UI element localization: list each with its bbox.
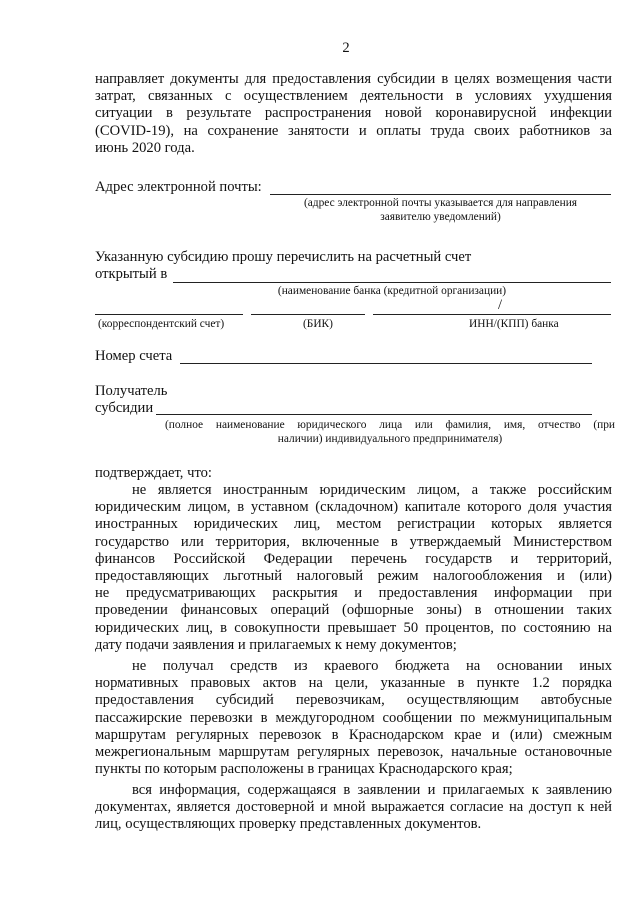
- para2-line: не получал средств из краевого бюджета на основании иных: [132, 658, 612, 674]
- confirm-lead: подтверждает, что:: [95, 465, 212, 481]
- account-request-line: Указанную субсидию прошу перечислить на расчетный счет: [95, 249, 472, 265]
- para2-line: маршрутам регулярных перевозок в Краснодарском крае и (или) смежным: [95, 726, 612, 743]
- email-label: Адрес электронной почты:: [95, 179, 262, 195]
- bik-label: (БИК): [303, 318, 333, 330]
- para3-line: документах, является достоверной и мной выражается согласие на доступ к ней: [95, 799, 612, 816]
- account-number-field-line[interactable]: [180, 363, 592, 364]
- recipient-label: [95, 383, 167, 417]
- corr-account-field-line[interactable]: [95, 314, 243, 315]
- opened-in-label: открытый в: [95, 266, 168, 282]
- para3-line: лиц, осуществляющих проверку представленных документов.: [95, 816, 482, 833]
- corr-account-label: (корреспондентский счет): [98, 318, 225, 330]
- recipient-label-line: Получатель: [95, 383, 168, 399]
- bank-hint: (наименование банка (кредитной организации): [277, 285, 507, 297]
- para1-line: не предусматривающих раскрытия и предоставления информации при: [95, 585, 612, 602]
- para2-line: предоставления субсидий перевозчикам, осуществляющим автобусные: [95, 692, 612, 709]
- page-number: 2: [342, 40, 350, 56]
- email-field-line[interactable]: [270, 194, 611, 195]
- para2-line: межрегиональным маршрутам регулярных перевозок, начальные остановочные: [95, 744, 612, 761]
- account-number-label: Номер счета: [95, 348, 173, 364]
- recipient-hint-line: наличии) индивидуального предпринимателя): [277, 433, 503, 445]
- intro-line: (COVID-19), на сохранение занятости и оплаты труда своих работников за: [95, 122, 612, 139]
- para2-line: пункты по которым расположены в границах Краснодарского края;: [95, 761, 513, 778]
- para2-line: нормативных правовых актов на цели, указанные в пункте 1.2 порядка: [95, 675, 612, 692]
- confirm-para-2: [95, 658, 612, 778]
- intro-paragraph: [95, 71, 612, 157]
- confirm-para-3: [95, 782, 612, 834]
- para1-line: предоставляющих льготный налоговый режим налогообложения и (или): [95, 568, 612, 585]
- para1-line: юридическим лицом, в уставном (складочном) капитале которого доля участия: [95, 499, 612, 516]
- recipient-hint-line: (полное наименование юридического лица или фамилия, имя, отчество (при: [165, 419, 615, 431]
- para2-line: пассажирские перевозки в междугородном сообщении по межмуниципальным: [95, 709, 612, 726]
- email-hint-line: заявителю уведомлений): [380, 211, 501, 223]
- para1-line: дату подачи заявления и прилагаемых к нему документов;: [95, 636, 457, 653]
- recipient-hint: [165, 418, 615, 446]
- intro-line: ситуации в результате распространения новой коронавирусной инфекции: [95, 105, 612, 122]
- intro-line: направляет документы для предоставления субсидии в целях возмещения части: [95, 71, 612, 87]
- bik-field-line[interactable]: [251, 314, 365, 315]
- recipient-label-line: субсидии: [95, 400, 154, 417]
- inn-kpp-label: ИНН/(КПП) банка: [469, 318, 559, 330]
- para1-line: юридических лиц, в совокупности превышает 50 процентов, по состоянию на: [95, 619, 612, 636]
- para1-line: проведении финансовых операций (офшорные зоны) в отношении таких: [95, 602, 612, 619]
- para1-line: не является иностранным юридическим лицом, а также российским: [132, 482, 612, 498]
- recipient-field-line[interactable]: [156, 414, 592, 415]
- confirm-para-1: [95, 482, 612, 654]
- email-hint-line: (адрес электронной почты указывается для направления: [303, 197, 578, 209]
- para1-line: финансов Российской Федерации перечень государств и территорий,: [95, 550, 612, 567]
- bank-name-field-line[interactable]: [173, 282, 611, 283]
- para3-line: вся информация, содержащаяся в заявлении и прилагаемых к заявлению: [132, 782, 612, 798]
- intro-line: июнь 2020 года.: [95, 139, 195, 156]
- para1-line: государство или территория, включенные в утверждаемый Министерством: [95, 533, 612, 550]
- email-hint: [270, 196, 611, 224]
- intro-line: затрат, связанных с осуществлением деятельности в условиях ухудшения: [95, 88, 612, 105]
- para1-line: иностранных юридических лиц, местом регистрации которых является: [95, 516, 612, 533]
- inn-field-line[interactable]: [373, 314, 611, 315]
- inn-kpp-separator: /: [498, 297, 503, 313]
